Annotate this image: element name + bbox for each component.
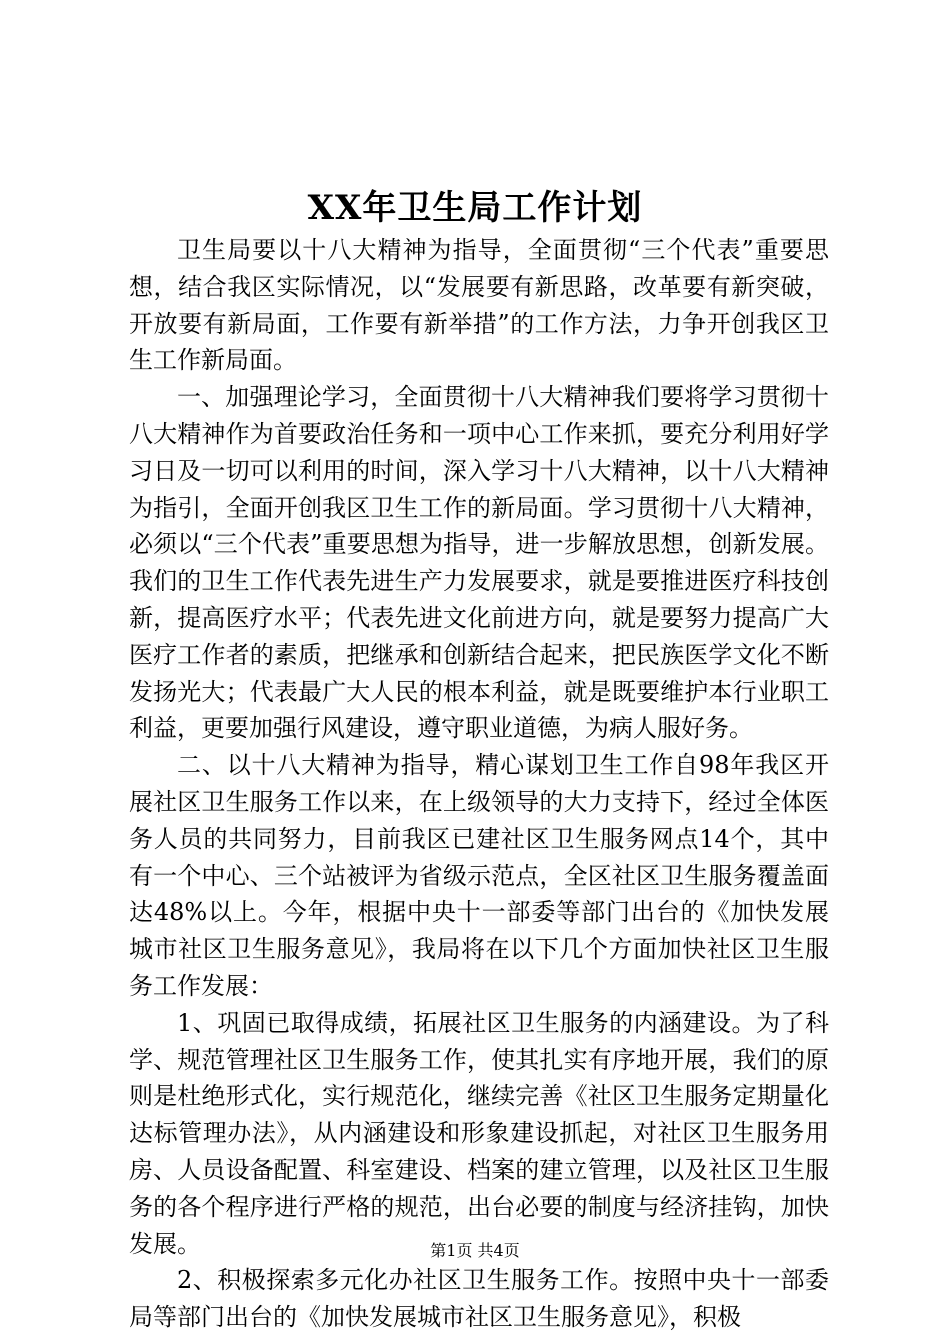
document-body: [129, 232, 829, 1336]
item-two-paragraph: 2、积极探索多元化办社区卫生服务工作。按照中央十一部委局等部门出台的《加快发展城市社区卫生服务意见》，积极: [129, 1266, 829, 1332]
page-number-footer: 第1页 共4页: [430, 1241, 520, 1260]
intro-paragraph: 卫生局要以十八大精神为指导，全面贯彻“三个代表”重要思想，结合我区实际情况，以“发展要有新思路，改革要有新突破，开放要有新局面，工作要有新举措”的工作方法，力争开创我区卫生工作新局面。: [129, 236, 829, 375]
section-two-paragraph: 二、以十八大精神为指导，精心谋划卫生工作自98年我区开展社区卫生服务工作以来，在上级领导的大力支持下，经过全体医务人员的共同努力，目前我区已建社区卫生服务网点14个，其中有一个中心、三个站被评为省级示范点，全区社区卫生服务覆盖面达48%以上。今年，根据中央十一部委等部门出台的《加快发展城市社区卫生服务意见》，我局将在以下几个方面加快社区卫生服务工作发展：: [129, 751, 829, 1000]
document-title: XX年卫生局工作计划: [307, 188, 643, 228]
section-one-paragraph: 一、加强理论学习，全面贯彻十八大精神我们要将学习贯彻十八大精神作为首要政治任务和一项中心工作来抓，要充分利用好学习日及一切可以利用的时间，深入学习十八大精神，以十八大精神为指引，全面开创我区卫生工作的新局面。学习贯彻十八大精神，必须以“三个代表”重要思想为指导，进一步解放思想，创新发展。我们的卫生工作代表先进生产力发展要求，就是要推进医疗科技创新，提高医疗水平；代表先进文化前进方向，就是要努力提高广大医疗工作者的素质，把继承和创新结合起来，把民族医学文化不断发扬光大；代表最广大人民的根本利益，就是既要维护本行业职工利益，更要加强行风建设，遵守职业道德，为病人服好务。: [129, 383, 829, 743]
item-one-paragraph: 1、巩固已取得成绩，拓展社区卫生服务的内涵建设。为了科学、规范管理社区卫生服务工作，使其扎实有序地开展，我们的原则是杜绝形式化，实行规范化，继续完善《社区卫生服务定期量化达标管理办法》，从内涵建设和形象建设抓起，对社区卫生服务用房、人员设备配置、科室建设、档案的建立管理，以及社区卫生服务的各个程序进行严格的规范，出台必要的制度与经济挂钩，加快发展。: [129, 1008, 829, 1258]
